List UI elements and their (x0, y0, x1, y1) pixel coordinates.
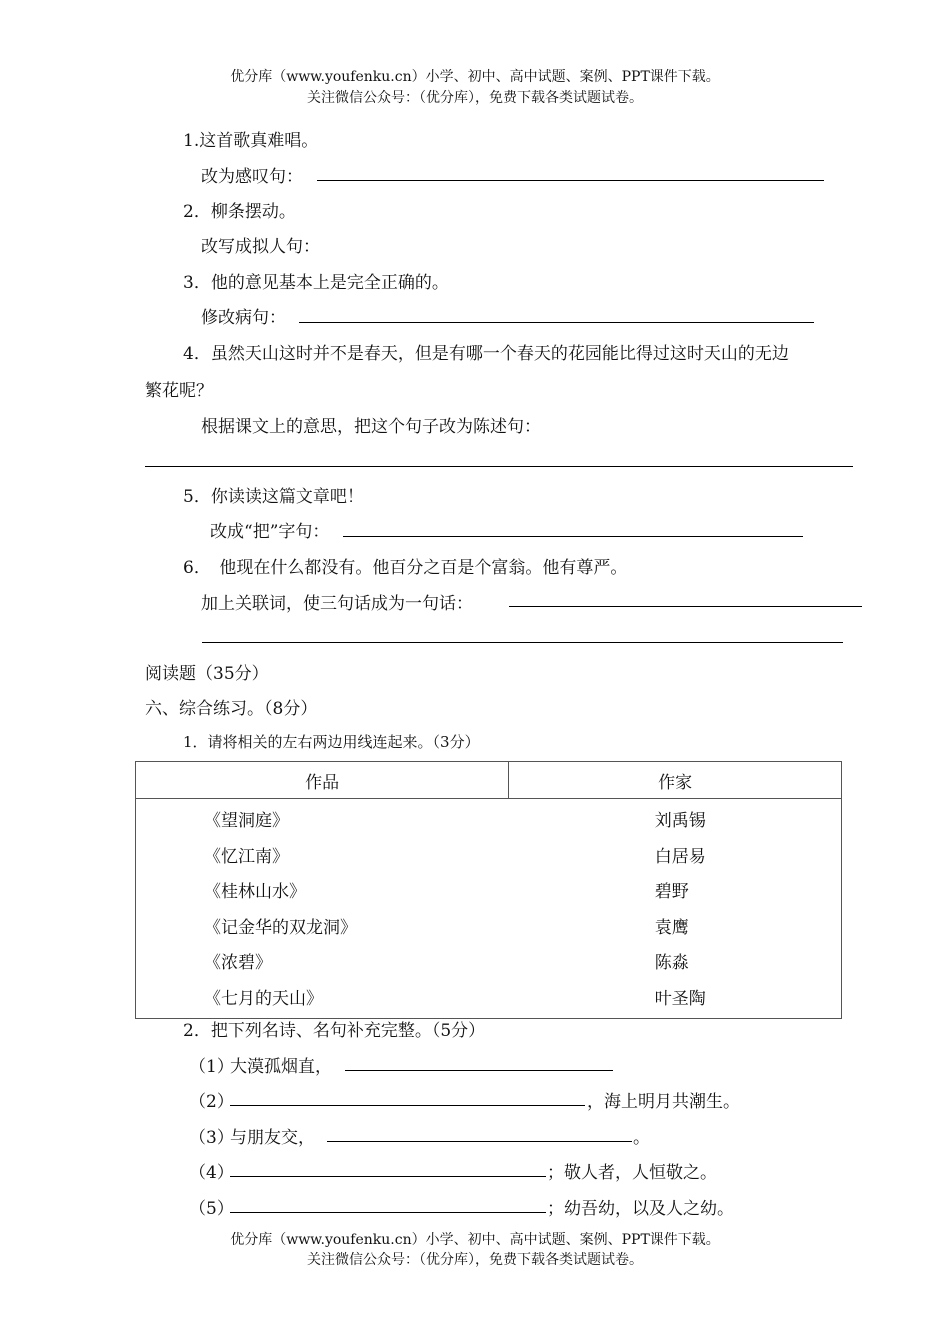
footer-line-1: 优分库（www.youfenku.cn）小学、初中、高中试题、案例、PPT课件下载。 (230, 1232, 720, 1248)
work-item[interactable]: 《望洞庭》 (136, 799, 509, 837)
task-1-instruction: 1．请将相关的左右两边用线连起来。（3分） (183, 733, 480, 751)
header-line-1: 优分库（www.youfenku.cn）小学、初中、高中试题、案例、PPT课件下载。 (230, 69, 720, 85)
task-2-instruction: 2．把下列名诗、名句补充完整。（5分） (183, 1021, 486, 1041)
table-row (136, 908, 842, 944)
poem-3-text: 与朋友交， (230, 1128, 315, 1148)
question-2-prompt: 改写成拟人句： (201, 237, 320, 257)
poem-4-number: （4） (189, 1163, 234, 1183)
answer-line-4[interactable] (145, 466, 853, 467)
author-item[interactable]: 碧野 (509, 872, 842, 908)
question-1-prompt: 改为感叹句： (201, 167, 303, 187)
answer-line-6b[interactable] (202, 642, 843, 643)
work-item[interactable]: 《记金华的双龙洞》 (136, 908, 509, 944)
header-works: 作品 (136, 762, 509, 799)
question-4-line-2: 繁花呢？ (145, 381, 213, 401)
header-authors: 作家 (509, 762, 842, 799)
question-6-prompt: 加上关联词，使三句话成为一句话： (201, 594, 473, 614)
poem-2-number: （2） (189, 1092, 234, 1112)
answer-line-5[interactable] (343, 536, 803, 537)
poem-5-blank[interactable] (230, 1212, 546, 1213)
table-row (136, 837, 842, 873)
question-5: 5．你读读这篇文章吧！ (183, 487, 364, 507)
author-item[interactable]: 陈淼 (509, 943, 842, 979)
poem-1-blank[interactable] (345, 1070, 613, 1071)
poem-1-number: （1） (189, 1057, 234, 1077)
work-item[interactable]: 《七月的天山》 (136, 979, 509, 1019)
poem-1-text: 大漠孤烟直， (230, 1057, 332, 1077)
header-line-2: 关注微信公众号：（优分库），免费下载各类试题试卷。 (307, 90, 643, 106)
question-4-line-1: 4．虽然天山这时并不是春天，但是有哪一个春天的花园能比得过这时天山的无边 (183, 344, 789, 364)
table-row (136, 872, 842, 908)
author-item[interactable]: 白居易 (509, 837, 842, 873)
matching-table (135, 761, 842, 1019)
question-5-prompt: 改成“把”字句： (210, 522, 330, 542)
poem-4-text: ；敬人者，人恒敬之。 (547, 1163, 717, 1183)
poem-2-blank[interactable] (230, 1105, 585, 1106)
answer-line-6a[interactable] (509, 606, 862, 607)
poem-3-number: （3） (189, 1128, 234, 1148)
author-item[interactable]: 刘禹锡 (509, 799, 842, 837)
work-item[interactable]: 《桂林山水》 (136, 872, 509, 908)
answer-line-3[interactable] (299, 322, 814, 323)
poem-2-text: ，海上明月共潮生。 (587, 1092, 740, 1112)
answer-line-1[interactable] (317, 180, 824, 181)
table-row (136, 799, 842, 837)
poem-4-blank[interactable] (230, 1176, 546, 1177)
question-3-prompt: 修改病句： (201, 308, 286, 328)
table-row (136, 943, 842, 979)
author-item[interactable]: 叶圣陶 (509, 979, 842, 1019)
poem-3-end: 。 (633, 1128, 650, 1148)
poem-5-number: （5） (189, 1199, 234, 1219)
question-6: 6． 他现在什么都没有。他百分之百是个富翁。他有尊严。 (183, 558, 628, 578)
poem-5-text: ；幼吾幼，以及人之幼。 (547, 1199, 734, 1219)
question-2: 2．柳条摆动。 (183, 202, 296, 222)
question-1: 1.这首歌真难唱。 (183, 131, 319, 151)
work-item[interactable]: 《忆江南》 (136, 837, 509, 873)
section-six-title: 六、综合练习。（8分） (145, 699, 318, 719)
question-4-prompt: 根据课文上的意思，把这个句子改为陈述句： (201, 417, 541, 437)
reading-title: 阅读题（35分） (145, 664, 269, 684)
table-row (136, 979, 842, 1019)
poem-3-blank[interactable] (327, 1141, 632, 1142)
work-item[interactable]: 《浓碧》 (136, 943, 509, 979)
author-item[interactable]: 袁鹰 (509, 908, 842, 944)
question-3: 3．他的意见基本上是完全正确的。 (183, 273, 449, 293)
footer-line-2: 关注微信公众号：（优分库），免费下载各类试题试卷。 (307, 1252, 643, 1268)
